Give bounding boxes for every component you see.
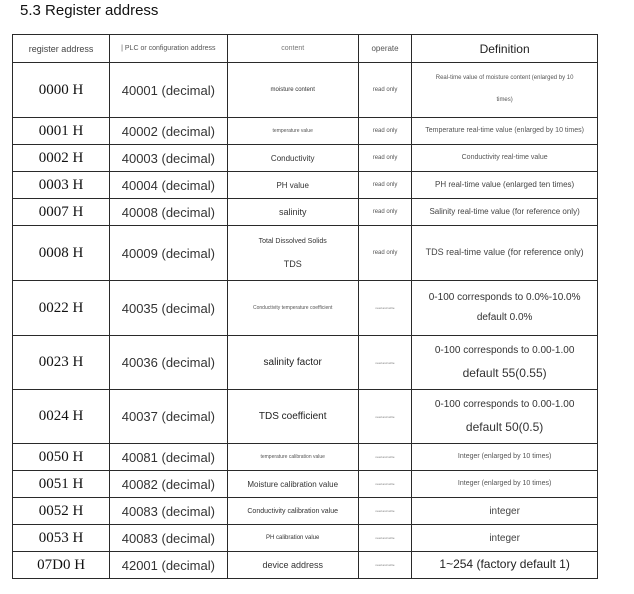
content-cell: device address xyxy=(227,552,358,579)
content-cell: Conductivity temperature coefficient xyxy=(227,281,358,336)
definition-cell xyxy=(412,552,598,579)
operate-cell: read and write xyxy=(358,336,411,390)
operate-cell: read only xyxy=(358,145,411,172)
definition-line: Integer (enlarged by 10 times) xyxy=(457,453,552,461)
header-operate: operate xyxy=(358,35,411,63)
definition-line: Integer (enlarged by 10 times) xyxy=(457,480,552,488)
content-cell: salinity xyxy=(227,199,358,226)
table-row xyxy=(13,145,598,172)
content-cell xyxy=(227,226,358,281)
content-cell: Conductivity calibration value xyxy=(227,498,358,525)
content-cell: temperature value xyxy=(227,118,358,145)
operate-cell: read and write xyxy=(358,281,411,336)
plc-address-cell: 40004 (decimal) xyxy=(110,172,227,199)
plc-address-cell: 40081 (decimal) xyxy=(110,444,227,471)
content-cell: temperature calibration value xyxy=(227,444,358,471)
definition-cell xyxy=(412,390,598,444)
table-row xyxy=(13,444,598,471)
definition-line: Salinity real-time value (for reference only) xyxy=(429,206,580,216)
operate-cell: read and write xyxy=(358,498,411,525)
definition-line: PH real-time value (enlarged ten times) xyxy=(435,179,575,189)
content-line: Total Dissolved Solids xyxy=(258,237,327,245)
register-address-cell: 0052 H xyxy=(13,498,110,525)
plc-address-cell: 40035 (decimal) xyxy=(110,281,227,336)
operate-cell: read and write xyxy=(358,444,411,471)
plc-address-cell: 42001 (decimal) xyxy=(110,552,227,579)
content-cell: Conductivity xyxy=(227,145,358,172)
definition-line: default 55(0.55) xyxy=(462,365,547,380)
operate-cell: read only xyxy=(358,63,411,118)
register-address-cell: 0002 H xyxy=(13,145,110,172)
definition-cell xyxy=(412,471,598,498)
table-row xyxy=(13,336,598,390)
table-row xyxy=(13,172,598,199)
register-address-cell: 0050 H xyxy=(13,444,110,471)
definition-line: Real-time value of moisture content (enlarged by 10 xyxy=(435,75,574,82)
operate-cell: read and write xyxy=(358,471,411,498)
content-cell: TDS coefficient xyxy=(227,390,358,444)
plc-address-cell: 40009 (decimal) xyxy=(110,226,227,281)
plc-address-cell: 40083 (decimal) xyxy=(110,525,227,552)
definition-line: integer xyxy=(489,532,520,544)
content-cell: salinity factor xyxy=(227,336,358,390)
table-row xyxy=(13,281,598,336)
definition-line: default 50(0.5) xyxy=(465,419,544,434)
plc-address-cell: 40001 (decimal) xyxy=(110,63,227,118)
content-cell: PH calibration value xyxy=(227,525,358,552)
plc-address-cell: 40036 (decimal) xyxy=(110,336,227,390)
operate-cell: read only xyxy=(358,172,411,199)
operate-cell: read and write xyxy=(358,525,411,552)
plc-address-cell: 40037 (decimal) xyxy=(110,390,227,444)
register-address-cell: 0000 H xyxy=(13,63,110,118)
table-row xyxy=(13,118,598,145)
table-row xyxy=(13,498,598,525)
operate-cell: read only xyxy=(358,118,411,145)
header-definition: Definition xyxy=(412,35,598,63)
table-row xyxy=(13,63,598,118)
table-row xyxy=(13,390,598,444)
plc-address-cell: 40002 (decimal) xyxy=(110,118,227,145)
definition-cell xyxy=(412,199,598,226)
definition-line: 0-100 corresponds to 0.0%-10.0% xyxy=(428,292,581,303)
register-table xyxy=(12,34,598,579)
table-row xyxy=(13,471,598,498)
register-address-cell: 0001 H xyxy=(13,118,110,145)
table-row xyxy=(13,525,598,552)
register-address-cell: 07D0 H xyxy=(13,552,110,579)
operate-cell: read only xyxy=(358,199,411,226)
register-address-cell: 0053 H xyxy=(13,525,110,552)
plc-address-cell: 40082 (decimal) xyxy=(110,471,227,498)
register-address-cell: 0023 H xyxy=(13,336,110,390)
definition-cell xyxy=(412,281,598,336)
header-row xyxy=(13,35,598,63)
header-plc-address: | PLC or configuration address xyxy=(110,35,227,63)
register-address-cell: 0022 H xyxy=(13,281,110,336)
operate-cell: read and write xyxy=(358,390,411,444)
table-row xyxy=(13,199,598,226)
definition-cell xyxy=(412,172,598,199)
table-row xyxy=(13,226,598,281)
table-row xyxy=(13,552,598,579)
operate-cell: read and write xyxy=(358,552,411,579)
definition-line: default 0.0% xyxy=(476,312,533,323)
register-address-cell: 0003 H xyxy=(13,172,110,199)
register-address-cell: 0051 H xyxy=(13,471,110,498)
content-cell: PH value xyxy=(227,172,358,199)
definition-line: times) xyxy=(496,97,513,103)
content-cell: Moisture calibration value xyxy=(227,471,358,498)
definition-line: 0-100 corresponds to 0.00-1.00 xyxy=(434,344,575,356)
content-line: TDS xyxy=(283,258,302,269)
register-address-cell: 0008 H xyxy=(13,226,110,281)
definition-line: Temperature real-time value (enlarged by 10 times) xyxy=(425,127,584,135)
definition-cell xyxy=(412,118,598,145)
content-cell: moisture content xyxy=(227,63,358,118)
definition-line: 1~254 (factory default 1) xyxy=(439,557,570,572)
definition-cell xyxy=(412,63,598,118)
definition-cell xyxy=(412,226,598,281)
definition-cell xyxy=(412,336,598,390)
plc-address-cell: 40083 (decimal) xyxy=(110,498,227,525)
header-register-address: register address xyxy=(13,35,110,63)
header-content: content xyxy=(227,35,358,63)
definition-cell xyxy=(412,145,598,172)
operate-cell: read only xyxy=(358,226,411,281)
register-address-cell: 0007 H xyxy=(13,199,110,226)
definition-line: integer xyxy=(489,505,520,517)
section-heading: 5.3 Register address xyxy=(20,2,159,19)
plc-address-cell: 40008 (decimal) xyxy=(110,199,227,226)
definition-line: TDS real-time value (for reference only) xyxy=(425,247,584,258)
definition-cell xyxy=(412,444,598,471)
register-address-cell: 0024 H xyxy=(13,390,110,444)
definition-line: 0-100 corresponds to 0.00-1.00 xyxy=(434,398,575,410)
definition-cell xyxy=(412,525,598,552)
definition-line: Conductivity real-time value xyxy=(461,154,548,162)
definition-cell xyxy=(412,498,598,525)
plc-address-cell: 40003 (decimal) xyxy=(110,145,227,172)
